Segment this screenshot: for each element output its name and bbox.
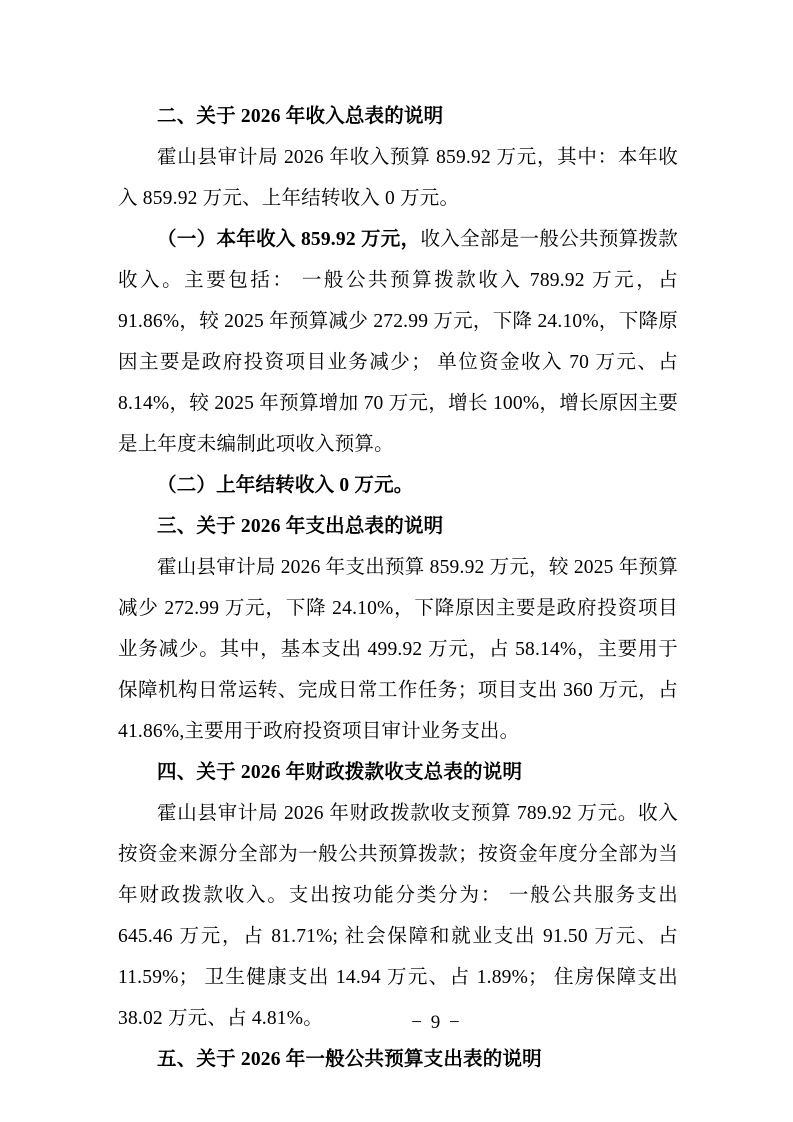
page-number: − 9 − [411,1012,462,1033]
section-4-paragraph-1: 霍山县审计局 2026 年财政拨款收支预算 789.92 万元。收入按资金来源分全部为一般公共预算拨款；按资金年度分全部为当年财政拨款收入。支出按功能分类分为： 一般公共服务支出 645.46 万元，占 81.71%; 社会保障和就业支出 91.50 万元、占 11.59%； 卫生健康支出 14.94 万元、占 1.89%； 住房保障支出 38.02 万元、占 4.81%。 [118,803,678,1029]
section-2-item-2: （二）上年结转收入 0 万元。 [157,475,414,496]
section-2-item-1-text: 收入全部是一般公共预算拨款收入。主要包括： 一般公共预算拨款收入 789.92 万元，占 91.86%，较 2025 年预算减少 272.99 万元，下降 24.10%，下降原因主要是政府投资项目业务减少； 单位资金收入 70 万元、占 8.14%，较 2025 年预算增加 70 万元，增长 100%，增长原因主要是上年度未编制此项收入预算。 [118,229,678,455]
section-heading-2: 二、关于 2026 年收入总表的说明 [157,106,444,127]
section-3-paragraph-1: 霍山县审计局 2026 年支出预算 859.92 万元，较 2025 年预算减少 272.99 万元，下降 24.10%，下降原因主要是政府投资项目业务减少。其中，基本支出 499.92 万元，占 58.14%，主要用于保障机构日常运转、完成日常工作任务；项目支出 360 万元，占 41.86%,主要用于政府投资项目审计业务支出。 [118,557,678,742]
section-2-item-1-lead: （一）本年收入 859.92 万元， [157,229,421,250]
document-body [118,96,678,1080]
section-heading-5: 五、关于 2026 年一般公共预算支出表的说明 [157,1049,542,1070]
section-heading-3: 三、关于 2026 年支出总表的说明 [157,516,444,537]
section-2-item-1 [118,219,678,465]
section-2-paragraph-1: 霍山县审计局 2026 年收入预算 859.92 万元，其中：本年收入 859.92 万元、上年结转收入 0 万元。 [118,147,678,209]
section-heading-4: 四、关于 2026 年财政拨款收支总表的说明 [157,762,523,783]
